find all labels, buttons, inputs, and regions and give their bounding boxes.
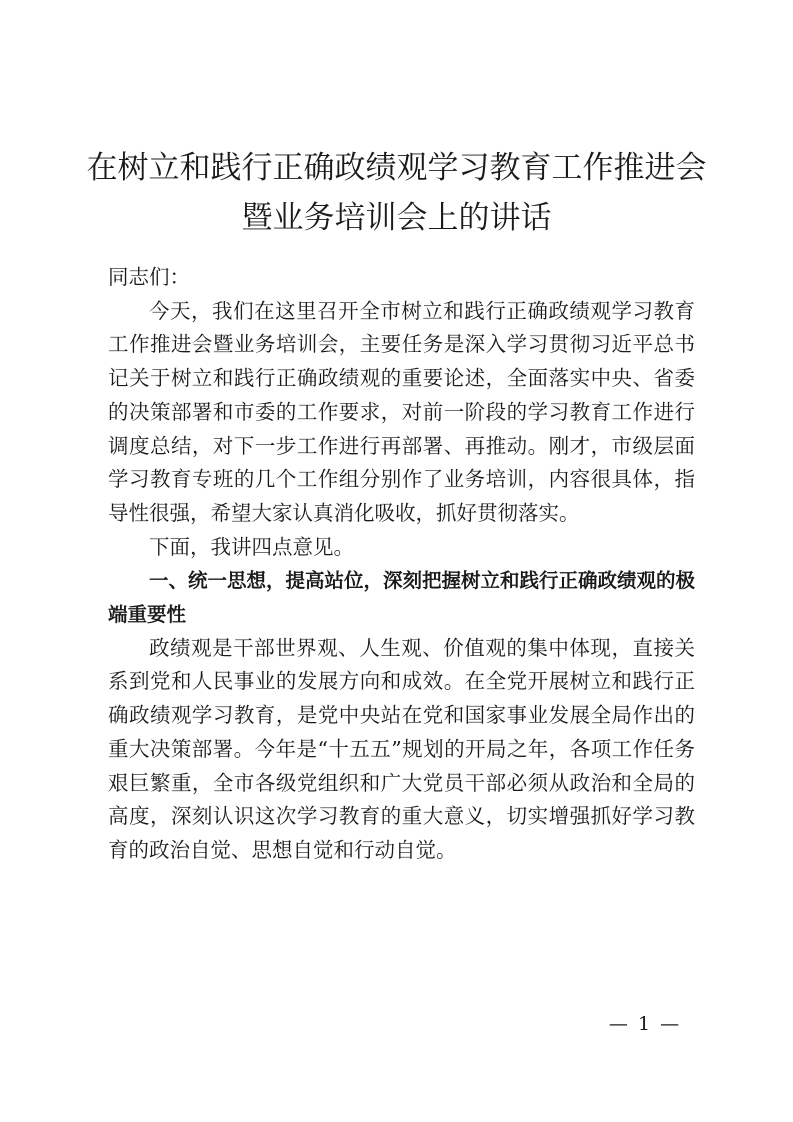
document-title-line-1: 在树立和践行正确政绩观学习教育工作推进会 bbox=[86, 150, 707, 186]
document-body bbox=[108, 261, 695, 868]
page-number: — 1 — bbox=[608, 1013, 682, 1035]
section-1-heading: 一、统一思想，提高站位，深刻把握树立和践行正确政绩观的极端重要性 bbox=[108, 569, 696, 627]
opening-paragraph: 今天，我们在这里召开全市树立和践行正确政绩观学习教育工作推进会暨业务培训会，主要任务是深入学习贯彻习近平总书记关于树立和践行正确政绩观的重要论述，全面落实中央、省委的决策部署和市委的工作要求，对前一阶段的学习教育工作进行调度总结，对下一步工作进行再部署、再推动。刚才，市级层面学习教育专班的几个工作组分别作了业务培训，内容很具体，指导性很强，希望大家认真消化吸收，抓好贯彻落实。 bbox=[108, 298, 695, 525]
section-1-paragraph: 政绩观是干部世界观、人生观、价值观的集中体现，直接关系到党和人民事业的发展方向和成效。在全党开展树立和践行正确政绩观学习教育，是党中央站在党和国家事业发展全局作出的重大决策部署。今年是“十五五”规划的开局之年，各项工作任务艰巨繁重，全市各级党组织和广大党员干部必须从政治和全局的高度，深刻认识这次学习教育的重大意义，切实增强抓好学习教育的政治自觉、思想自觉和行动自觉。 bbox=[108, 635, 695, 862]
salutation: 同志们： bbox=[108, 265, 190, 289]
document-title-line-2: 暨业务培训会上的讲话 bbox=[241, 200, 552, 236]
transition-paragraph: 下面，我讲四点意见。 bbox=[149, 534, 354, 559]
